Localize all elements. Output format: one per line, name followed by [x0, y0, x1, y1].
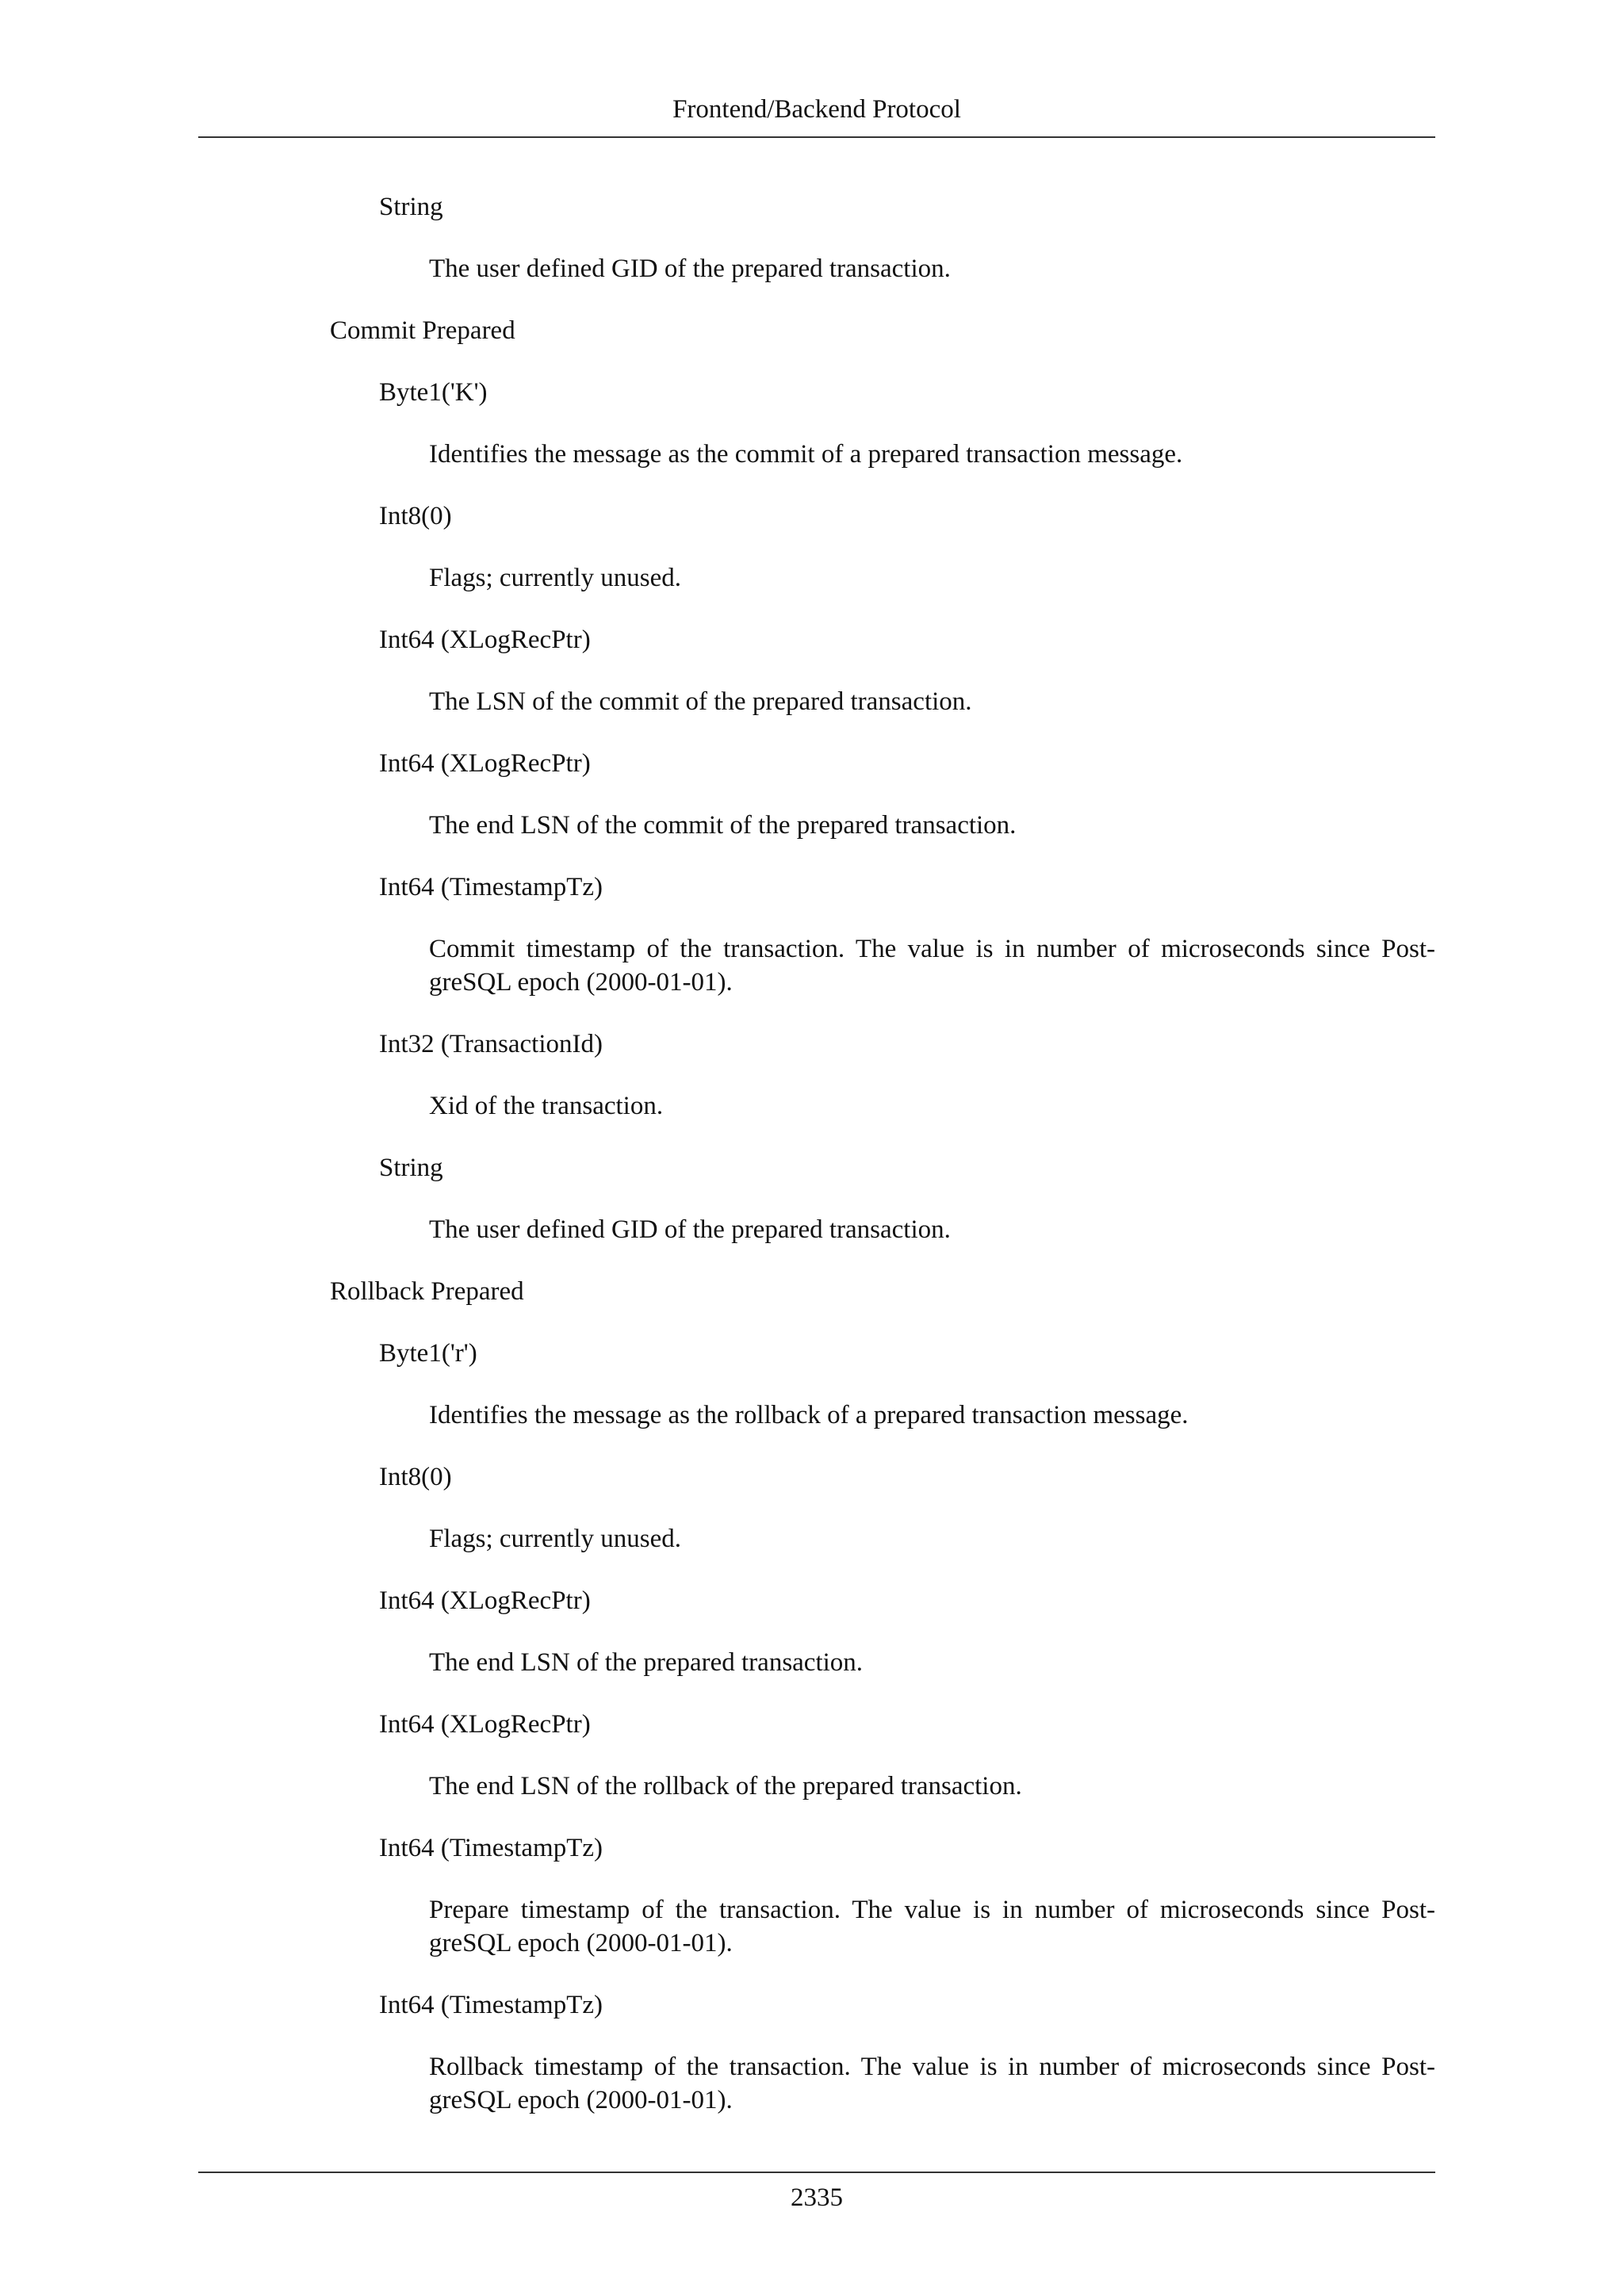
- field-type: Byte1('K'): [379, 378, 488, 407]
- field-description: The LSN of the commit of the prepared transaction.: [429, 687, 972, 716]
- field-description: Commit timestamp of the transaction. The value is in number of microseconds since Post-greSQL epoch (2000-01-01).: [429, 935, 1435, 997]
- field-description: The end LSN of the commit of the prepared transaction.: [429, 811, 1017, 840]
- field-type: String: [379, 1154, 443, 1182]
- field-type: Int64 (XLogRecPtr): [379, 749, 591, 778]
- footer-rule: [198, 2172, 1435, 2173]
- field-description: The user defined GID of the prepared transaction.: [429, 254, 951, 283]
- field-description: Flags; currently unused.: [429, 1525, 682, 1553]
- field-type: Int64 (XLogRecPtr): [379, 1586, 591, 1615]
- field-type: Byte1('r'): [379, 1339, 477, 1368]
- field-type: Int32 (TransactionId): [379, 1030, 603, 1058]
- field-type: Int64 (XLogRecPtr): [379, 626, 591, 654]
- field-description: Rollback timestamp of the transaction. The value is in number of microseconds since Post-greSQL epoch (2000-01-01).: [429, 2053, 1435, 2114]
- field-description: The end LSN of the prepared transaction.: [429, 1648, 864, 1677]
- field-description: Flags; currently unused.: [429, 564, 682, 592]
- field-description: Xid of the transaction.: [429, 1092, 664, 1120]
- field-type: Int64 (TimestampTz): [379, 873, 603, 901]
- field-type: Int64 (TimestampTz): [379, 1834, 603, 1862]
- message-heading: Commit Prepared: [330, 316, 515, 345]
- field-type: Int8(0): [379, 1463, 452, 1491]
- field-description: Identifies the message as the commit of a prepared transaction message.: [429, 440, 1183, 469]
- field-description: Prepare timestamp of the transaction. The value is in number of microseconds since Post-greSQL epoch (2000-01-01).: [429, 1896, 1435, 1957]
- running-header: Frontend/Backend Protocol: [672, 95, 961, 124]
- field-type: Int64 (TimestampTz): [379, 1991, 603, 2019]
- field-type: Int64 (XLogRecPtr): [379, 1710, 591, 1739]
- page-number: 2335: [791, 2183, 843, 2212]
- field-description: The user defined GID of the prepared transaction.: [429, 1215, 951, 1244]
- field-type: Int8(0): [379, 502, 452, 530]
- field-description: Identifies the message as the rollback of a prepared transaction message.: [429, 1401, 1189, 1429]
- field-type: String: [379, 193, 443, 221]
- field-description: The end LSN of the rollback of the prepared transaction.: [429, 1772, 1022, 1800]
- message-heading: Rollback Prepared: [330, 1277, 524, 1306]
